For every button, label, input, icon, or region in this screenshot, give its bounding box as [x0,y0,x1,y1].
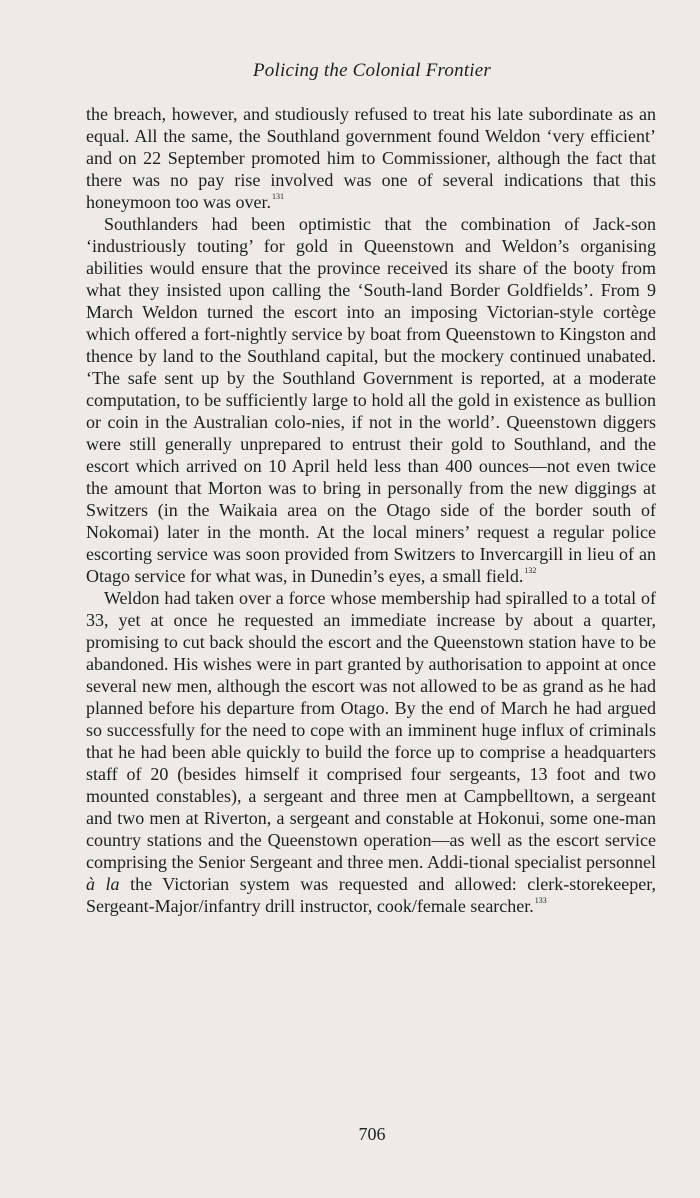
paragraph-1-text: the breach, however, and studiously refused to treat his late subordinate as an equal. All the same, the Southland government found Weldon ‘very efficient’ and on 22 September promoted him to Commissioner, although the fact that there was no pay rise involved was one of several indications that this honeymoon too was over. [86,104,656,212]
paragraph-1 [86,103,656,213]
running-head: Policing the Colonial Frontier [252,60,492,81]
paragraph-2 [86,213,656,587]
footnote-ref-133: 133 [534,896,547,905]
footnote-ref-132: 132 [524,566,537,575]
body-text [86,103,656,917]
page-number: 706 [358,1124,386,1144]
paragraph-3 [86,587,656,917]
paragraph-2-text: Southlanders had been optimistic that the combination of Jack-son ‘industriously touting’ for gold in Queenstown and Weldon’s organising abilities would ensure that the province received its share of the booty from what they insisted upon calling the ‘South-land Border Goldfields’. From 9 March Weldon turned the escort into an imposing Victorian-style cortège which offered a fort-nightly service by boat from Queenstown to Kingston and thence by land to the Southland capital, but the mockery continued unabated. ‘The safe sent up by the Southland Government is reported, at a moderate computation, to be sufficiently large to hold all the gold in existence as bullion or coin in the Australian colo-nies, if not in the world’. Queenstown diggers were still generally unprepared to entrust their gold to Southland, and the escort which arrived on 10 April held less than 400 ounces—not even twice the amount that Morton was to bring in personally from the new diggings at Switzers (in the Waikaia area on the Otago side of the border south of Nokomai) later in the month. At the local miners’ request a regular police escorting service was soon provided from Switzers to Invercargill in lieu of an Otago service for what was, in Dunedin’s eyes, a small field. [86,214,656,586]
paragraph-3-text-b: the Victorian system was requested and allowed: clerk-storekeeper, Sergeant-Major/infantry drill instructor, cook/female searcher. [86,874,656,916]
footnote-ref-131: 131 [271,192,284,201]
paragraph-3-text-a: Weldon had taken over a force whose membership had spiralled to a total of 33, yet at once he requested an immediate increase by about a quarter, promising to cut back should the escort and the Queenstown station have to be abandoned. His wishes were in part granted by authorisation to appoint at once several new men, although the escort was not allowed to be as grand as he had planned before his departure from Otago. By the end of March he had argued so successfully for the need to cope with an imminent huge influx of criminals that he had been able quickly to build the force up to comprise a headquarters staff of 20 (besides himself it comprised four sergeants, 13 foot and two mounted constables), a sergeant and three men at Campbelltown, a sergeant and two men at Riverton, a sergeant and constable at Hokonui, some one-man country stations and the Queenstown operation—as well as the escort service comprising the Senior Sergeant and three men. Addi-tional specialist personnel [86,588,656,872]
paragraph-3-italic: à la [86,874,120,894]
